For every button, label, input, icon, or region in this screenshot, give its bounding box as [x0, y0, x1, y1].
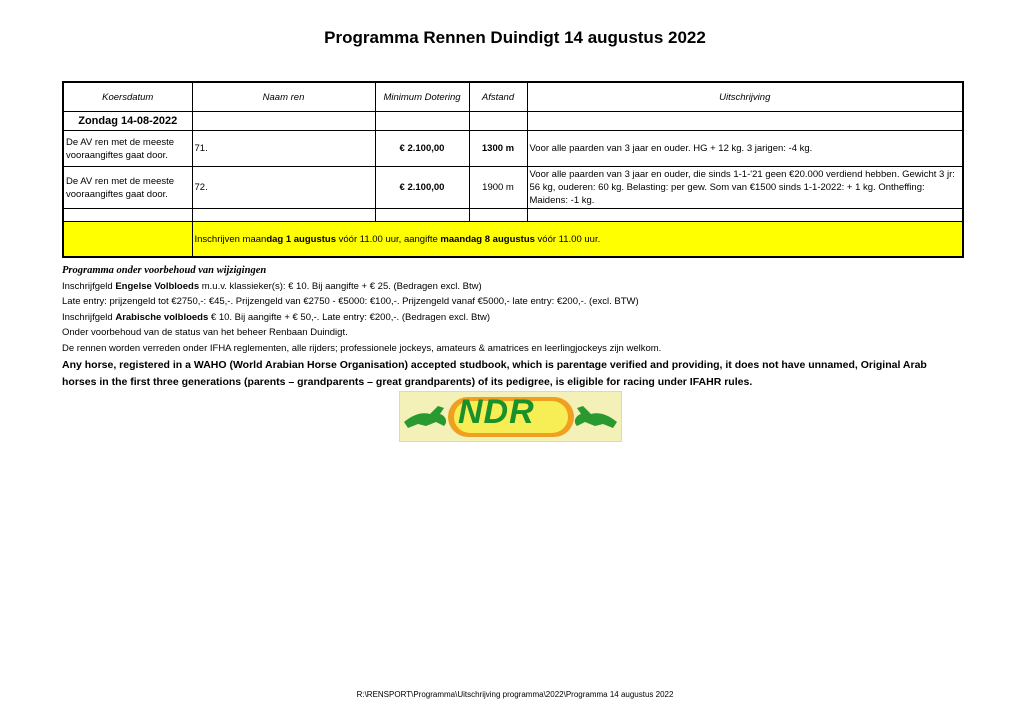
race-distance: 1300 m: [469, 131, 527, 167]
program-notes: [62, 263, 962, 391]
header-naam-ren: Naam ren: [192, 82, 375, 112]
status-note: Onder voorbehoud van de status van het beheer Renbaan Duindigt.: [62, 327, 348, 338]
fee-arabische-volbloeds: Inschrijfgeld Arabische volbloeds € 10. Bij aangifte + € 50,-. Late entry: €200,-. (Bedragen excl. Btw): [62, 311, 490, 323]
race-day: Zondag 14-08-2022: [63, 112, 192, 131]
header-uitschrijving: Uitschrijving: [527, 82, 963, 112]
waho-eligibility-note: Any horse, registered in a WAHO (World Arabian Horse Organisation) accepted studbook, which is parentage verified and providing, it does not have unnamed, Original Arab horses in the first three generations (parents – grandparents – great grandparents) of its pedigree, is eligible for racing under IFAHR rules.: [62, 359, 927, 388]
race-conditions: Voor alle paarden van 3 jaar en ouder, die sinds 1-1-'21 geen €20.000 verdiend hebben. Gewicht 3 jr: 56 kg, ouderen: 60 kg. Belasting: per gew. Som van €1500 sinds 1-1-2022: + 1 kg. Ontheffing: Maidens: -1 kg.: [527, 167, 963, 209]
table-row: [63, 131, 963, 167]
race-name: 72.: [192, 167, 375, 209]
table-header-row: [63, 82, 963, 112]
day-row: [63, 112, 963, 131]
table-row: [63, 167, 963, 209]
file-path-footer: R:\RENSPORT\Programma\Uitschrijving programma\2022\Programma 14 augustus 2022: [356, 690, 674, 699]
race-name: 71.: [192, 131, 375, 167]
header-koersdatum: Koersdatum: [63, 82, 192, 112]
race-distance: 1900 m: [469, 167, 527, 209]
race-purse: € 2.100,00: [375, 167, 469, 209]
ifha-note: De rennen worden verreden onder IFHA reglementen, alle rijders; professionele jockeys, amateurs & amatrices en leerlingjockeys zijn welkom.: [62, 342, 662, 354]
inschrijven-row: [63, 222, 963, 258]
race-conditions: Voor alle paarden van 3 jaar en ouder. HG + 12 kg. 3 jarigen: -4 kg.: [527, 131, 963, 167]
voorbehoud-note: Programma onder voorbehoud van wijzigingen: [62, 265, 267, 276]
header-minimum-dotering: Minimum Dotering: [375, 82, 469, 112]
race-condition: De AV ren met de meeste vooraangiftes gaat door.: [63, 131, 192, 167]
race-purse: € 2.100,00: [375, 131, 469, 167]
header-afstand: Afstand: [469, 82, 527, 112]
empty-row: [63, 209, 963, 222]
race-condition: De AV ren met de meeste vooraangiftes gaat door.: [63, 167, 192, 209]
race-program-table: [62, 81, 964, 258]
inschrijven-text: Inschrijven maandag 1 augustus vóór 11.00 uur, aangifte maandag 8 augustus vóór 11.00 uur.: [192, 222, 963, 258]
late-entry-note: Late entry: prijzengeld tot €2750,-: €45,-. Prijzengeld van €2750 - €5000: €100,-. Prijzengeld vanaf €5000,- late entry: €200,-. (excl. BTW): [62, 296, 639, 307]
ndr-logo: [399, 391, 622, 442]
logo-text: NDR: [458, 393, 535, 431]
fee-engelse-volbloeds: Inschrijfgeld Engelse Volbloeds m.u.v. klassieker(s): € 10. Bij aangifte + € 25. (Bedragen excl. Btw): [62, 280, 482, 292]
page-title: Programma Rennen Duindigt 14 augustus 2022: [324, 28, 706, 47]
